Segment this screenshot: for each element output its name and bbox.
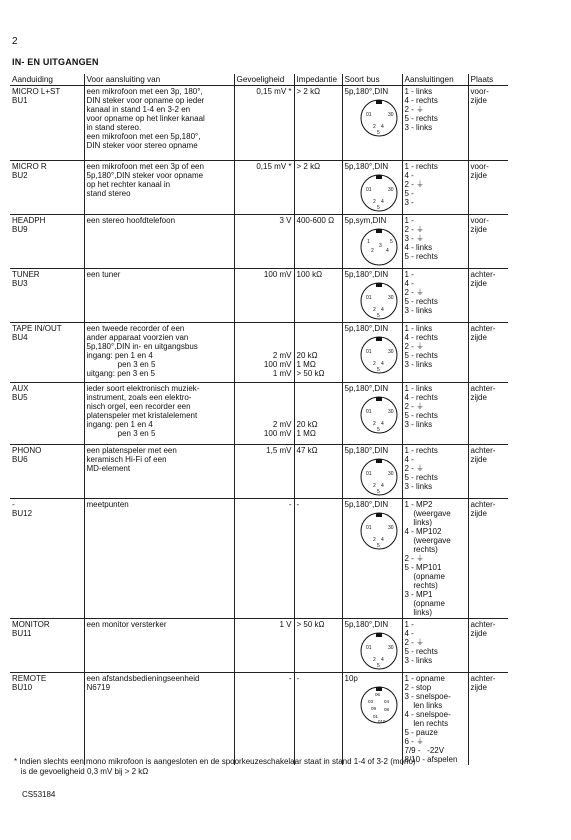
- din-pin-label: 4: [380, 124, 384, 130]
- pin-assignment: links): [404, 608, 433, 617]
- pin-assignment: 2 - ⏚: [404, 180, 425, 189]
- pin-assignment: (opname: [404, 599, 445, 608]
- pin-assignment: 1 - opname: [404, 674, 445, 683]
- pin-assignment: (weergave: [404, 536, 451, 545]
- pin-assignment: 2 - stop: [404, 683, 432, 692]
- pin-assignment: 3 - snelspoe-: [404, 692, 451, 701]
- din-pin-label: 30: [387, 295, 394, 301]
- pin-assignment: 5 - rechts: [404, 473, 438, 482]
- din-pin-label: 5: [376, 130, 380, 136]
- cell-plaats: voor- zijde: [468, 86, 508, 161]
- col-header: Gevoeligheid: [234, 74, 294, 86]
- pin-assignment: 1 - links: [404, 384, 433, 393]
- din-pin-label: 30: [387, 112, 394, 118]
- cell-gevoeligheid: 1 V: [234, 619, 294, 673]
- cell-voor: een tuner: [84, 269, 234, 323]
- cell-plaats: achter- zijde: [468, 673, 508, 766]
- din-pin-label: 2: [372, 657, 376, 663]
- din-pin-label: 010: [377, 719, 386, 724]
- bus-type-label: 5p,180°,DIN: [344, 87, 389, 96]
- cell-impedantie: -: [294, 673, 342, 766]
- cell-aanduiding: HEADPH BU9: [10, 215, 84, 269]
- din-pin-label: 2: [372, 421, 376, 427]
- pin-assignment: 2 - ⏚: [404, 638, 425, 647]
- cell-aanduiding: MICRO R BU2: [10, 161, 84, 215]
- table-row: [10, 673, 508, 766]
- cell-impedantie: 20 kΩ 1 MΩ > 50 kΩ: [294, 323, 342, 383]
- cell-impedantie: -: [294, 499, 342, 619]
- cell-aansluitingen: [402, 215, 468, 269]
- din-socket-icon: [359, 281, 399, 321]
- pin-assignment: 4 -: [404, 279, 414, 288]
- connections-table: [10, 74, 508, 765]
- pin-assignment: len links: [404, 701, 443, 710]
- cell-plaats: achter- zijde: [468, 269, 508, 323]
- cell-soort-bus: [342, 269, 402, 323]
- cell-impedantie: 100 kΩ: [294, 269, 342, 323]
- pin-assignment: 5 - rechts: [404, 647, 438, 656]
- din-pin-label: 01: [365, 409, 372, 415]
- col-header: Impedantie: [294, 74, 342, 86]
- pin-assignment: 4 - rechts: [404, 96, 438, 105]
- bus-type-label: 5p,180°,DIN: [344, 324, 389, 333]
- din-pin-label: 4: [380, 483, 384, 489]
- cell-aanduiding: MONITOR BU11: [10, 619, 84, 673]
- din-pin-label: 5: [376, 663, 380, 669]
- cell-aansluitingen: [402, 673, 468, 766]
- cell-aanduiding: PHONO BU6: [10, 445, 84, 499]
- cell-gevoeligheid: 2 mV 100 mV 1 mV: [234, 323, 294, 383]
- din-pin-label: 5: [376, 427, 380, 433]
- din-socket-icon: [359, 98, 399, 138]
- col-header: Aansluitingen: [402, 74, 468, 86]
- pin-assignment: 5 -: [404, 189, 414, 198]
- cell-aanduiding: TAPE IN/OUT BU4: [10, 323, 84, 383]
- din-pin-label: 1: [366, 239, 370, 245]
- pin-assignment: (weergave: [404, 509, 451, 518]
- din-socket-icon: [359, 631, 399, 671]
- din-socket-icon: [359, 335, 399, 375]
- pin-assignment: 3 - links: [404, 360, 433, 369]
- cell-voor: een monitor versterker: [84, 619, 234, 673]
- pin-assignment: 3 - links: [404, 656, 433, 665]
- table-row: [10, 619, 508, 673]
- footnote: * Indien slechts een mono mikrofoon is aangesloten en de spoorkeuzeschakelaar staat in stand 1-4 of 3-2 (mono) is de gevoeligheid 0,3 mV bij > 2 kΩ: [14, 757, 416, 776]
- din-pin-label: 4: [380, 361, 384, 367]
- din-socket-icon: [359, 173, 399, 213]
- cell-gevoeligheid: -: [234, 499, 294, 619]
- pin-assignment: rechts): [404, 581, 438, 590]
- pin-assignment: 8/10 - afspelen: [404, 755, 458, 764]
- cell-soort-bus: [342, 499, 402, 619]
- din-pin-label: 2: [372, 124, 376, 130]
- pin-assignment: 4 -: [404, 171, 414, 180]
- pin-assignment: 4 - rechts: [404, 333, 438, 342]
- cell-gevoeligheid: 100 mV: [234, 269, 294, 323]
- bus-type-label: 5p,180°,DIN: [344, 384, 389, 393]
- cell-voor: een mikrofoon met een 3p of een 5p,180°,DIN steker voor opname op het rechter kanaal in stand stereo: [84, 161, 234, 215]
- cell-voor: een tweede recorder of een ander apparaat voorzien van 5p,180°,DIN in- en uitgangsbus ingang: pen 1 en 4 pen 3 en 5 uitgang: pen 3 en 5: [84, 323, 234, 383]
- din-pin-label: 30: [387, 525, 394, 531]
- cell-gevoeligheid: 0,15 mV *: [234, 161, 294, 215]
- cell-soort-bus: [342, 445, 402, 499]
- din-pin-label: 5: [389, 239, 393, 245]
- din-pin-label: 5: [376, 367, 380, 373]
- pin-assignment: 1 - links: [404, 324, 433, 333]
- pin-assignment: 1 -: [404, 620, 414, 629]
- din-pin-label: 30: [387, 187, 394, 193]
- cell-plaats: achter- zijde: [468, 619, 508, 673]
- din-pin-label: 2: [372, 307, 376, 313]
- cell-soort-bus: [342, 86, 402, 161]
- table-row: [10, 323, 508, 383]
- pin-assignment: 2 - ⏚: [404, 288, 425, 297]
- din-pin-label: 01: [372, 714, 378, 719]
- cell-plaats: achter- zijde: [468, 499, 508, 619]
- table-row: [10, 499, 508, 619]
- cell-voor: een stereo hoofdtelefoon: [84, 215, 234, 269]
- bus-type-label: 5p,180°,DIN: [344, 162, 389, 171]
- pin-assignment: 2 - ⏚: [404, 402, 425, 411]
- pin-assignment: 2 - ⏚: [404, 464, 425, 473]
- cell-aanduiding: TUNER BU3: [10, 269, 84, 323]
- pin-assignment: (opname: [404, 572, 445, 581]
- din-pin-label: 5: [376, 205, 380, 211]
- pin-assignment: 4 - MP102: [404, 527, 442, 536]
- din-pin-label: 30: [387, 349, 394, 355]
- cell-plaats: voor- zijde: [468, 215, 508, 269]
- cell-impedantie: 47 kΩ: [294, 445, 342, 499]
- cell-plaats: achter- zijde: [468, 445, 508, 499]
- col-header: Voor aansluiting van: [84, 74, 234, 86]
- col-header: Aanduiding: [10, 74, 84, 86]
- cell-aanduiding: REMOTE BU10: [10, 673, 84, 766]
- cell-soort-bus: [342, 215, 402, 269]
- cell-impedantie: 400-600 Ω: [294, 215, 342, 269]
- cell-soort-bus: [342, 619, 402, 673]
- pin-assignment: 1 - rechts: [404, 446, 438, 455]
- din-pin-label: 06: [374, 692, 380, 697]
- din-pin-label: 01: [365, 471, 372, 477]
- din-pin-label: 30: [387, 471, 394, 477]
- din-pin-label: 2: [372, 483, 376, 489]
- table-header: [10, 74, 508, 86]
- pin-assignment: rechts): [404, 545, 438, 554]
- din10-socket-icon: [359, 685, 399, 725]
- cell-aansluitingen: [402, 445, 468, 499]
- din-pin-label: 01: [365, 349, 372, 355]
- pin-assignment: 5 - MP101: [404, 563, 442, 572]
- pin-assignment: 3 - MP1: [404, 590, 433, 599]
- table-row: [10, 215, 508, 269]
- din-socket-icon: [359, 395, 399, 435]
- section-heading: IN- EN UITGANGEN: [12, 57, 99, 67]
- cell-voor: een platenspeler met een keramisch Hi-Fi of een MD-element: [84, 445, 234, 499]
- pin-assignment: 7/9 - -22V: [404, 746, 445, 755]
- pin-assignment: 3 -: [404, 198, 414, 207]
- cell-impedantie: > 2 kΩ: [294, 161, 342, 215]
- bus-type-label: 5p,180°,DIN: [344, 620, 389, 629]
- cell-gevoeligheid: 0,15 mV *: [234, 86, 294, 161]
- cell-soort-bus: [342, 383, 402, 445]
- pin-assignment: 3 - links: [404, 123, 433, 132]
- din-socket-icon: [359, 227, 399, 267]
- cell-soort-bus: [342, 161, 402, 215]
- cell-impedantie: > 2 kΩ: [294, 86, 342, 161]
- pin-assignment: 1 -: [404, 216, 414, 225]
- pin-assignment: 2 - ⏚: [404, 342, 425, 351]
- din-pin-label: 4: [380, 421, 384, 427]
- din-pin-label: 4: [380, 657, 384, 663]
- col-header: Plaats: [468, 74, 508, 86]
- din-pin-label: 03: [367, 699, 373, 704]
- pin-assignment: 5 - pauze: [404, 728, 438, 737]
- din-pin-label: 01: [365, 295, 372, 301]
- cell-impedantie: > 50 kΩ: [294, 619, 342, 673]
- cell-aanduiding: AUX BU5: [10, 383, 84, 445]
- pin-assignment: 5 - rechts: [404, 252, 438, 261]
- cell-soort-bus: [342, 673, 402, 766]
- cell-soort-bus: [342, 323, 402, 383]
- cell-gevoeligheid: 3 V: [234, 215, 294, 269]
- table-row: [10, 86, 508, 161]
- cell-aansluitingen: [402, 86, 468, 161]
- bus-type-label: 5p,180°,DIN: [344, 500, 389, 509]
- pin-assignment: 6 - ⏚: [404, 737, 425, 746]
- document-code: CS53184: [22, 790, 56, 799]
- cell-plaats: achter- zijde: [468, 323, 508, 383]
- pin-assignment: 1 - rechts: [404, 162, 438, 171]
- cell-plaats: voor- zijde: [468, 161, 508, 215]
- din-pin-label: 09: [370, 706, 376, 711]
- din-pin-label: 2: [372, 537, 376, 543]
- col-header: Soort bus: [342, 74, 402, 86]
- cell-aansluitingen: [402, 161, 468, 215]
- din-pin-label: 2: [370, 248, 374, 254]
- cell-aanduiding: - BU12: [10, 499, 84, 619]
- pin-assignment: 5 - rechts: [404, 114, 438, 123]
- table-row: [10, 445, 508, 499]
- pin-assignment: 3 - links: [404, 306, 433, 315]
- pin-assignment: 2 - ⏚: [404, 554, 425, 563]
- cell-voor: een mikrofoon met een 3p, 180°, DIN steker voor opname op ieder kanaal in stand 1-4 en 3-2 en voor opname op het linker kanaal in stand stereo. een mikrofoon met een 5p,180°, DIN steker voor stereo opname: [84, 86, 234, 161]
- pin-assignment: 5 - rechts: [404, 411, 438, 420]
- din-pin-label: 4: [380, 537, 384, 543]
- pin-assignment: 3 - links: [404, 482, 433, 491]
- cell-aansluitingen: [402, 323, 468, 383]
- pin-assignment: links): [404, 518, 433, 527]
- pin-assignment: 1 - MP2: [404, 500, 433, 509]
- din-pin-label: 5: [376, 489, 380, 495]
- pin-assignment: 4 -: [404, 629, 414, 638]
- pin-assignment: 3 - links: [404, 420, 433, 429]
- pin-assignment: 4 - links: [404, 243, 433, 252]
- cell-plaats: achter- zijde: [468, 383, 508, 445]
- din-pin-label: 5: [376, 313, 380, 319]
- pin-assignment: 2 - ⏚: [404, 225, 425, 234]
- din-pin-label: 4: [385, 248, 389, 254]
- bus-type-label: 10p: [344, 674, 358, 683]
- din-pin-label: 01: [365, 187, 372, 193]
- cell-voor: een afstandsbedieningseenheid N6719: [84, 673, 234, 766]
- din-pin-label: 30: [387, 645, 394, 651]
- bus-type-label: 5p,sym,DIN: [344, 216, 387, 225]
- din-pin-label: 04: [383, 699, 389, 704]
- din-pin-label: 01: [365, 525, 372, 531]
- table-row: [10, 269, 508, 323]
- pin-assignment: 4 - rechts: [404, 393, 438, 402]
- pin-assignment: len rechts: [404, 719, 449, 728]
- din-socket-icon: [359, 457, 399, 497]
- table-row: [10, 161, 508, 215]
- cell-voor: ieder soort elektronisch muziek- instrument, zoals een elektro- nisch orgel, een recorder een platenspeler met kristalelement ingang: pen 1 en 4 pen 3 en 5: [84, 383, 234, 445]
- din-pin-label: 01: [365, 645, 372, 651]
- pin-assignment: 2 - ⏚: [404, 105, 425, 114]
- din-pin-label: 2: [372, 361, 376, 367]
- din-pin-label: 4: [380, 199, 384, 205]
- cell-gevoeligheid: -: [234, 673, 294, 766]
- cell-aansluitingen: [402, 383, 468, 445]
- din-pin-label: 4: [380, 307, 384, 313]
- pin-assignment: 1 -: [404, 270, 414, 279]
- cell-impedantie: 20 kΩ 1 MΩ: [294, 383, 342, 445]
- pin-assignment: 5 - rechts: [404, 297, 438, 306]
- cell-gevoeligheid: 2 mV 100 mV: [234, 383, 294, 445]
- cell-voor: meetpunten: [84, 499, 234, 619]
- cell-aansluitingen: [402, 269, 468, 323]
- pin-assignment: 5 - rechts: [404, 351, 438, 360]
- pin-assignment: 3 - ⏚: [404, 234, 425, 243]
- din-pin-label: 08: [383, 707, 389, 712]
- din-socket-icon: [359, 511, 399, 551]
- din-pin-label: 5: [376, 543, 380, 549]
- din-pin-label: 30: [387, 409, 394, 415]
- cell-gevoeligheid: 1,5 mV: [234, 445, 294, 499]
- bus-type-label: 5p,180°,DIN: [344, 270, 389, 279]
- pin-assignment: 4 - snelspoe-: [404, 710, 451, 719]
- pin-assignment: 4 -: [404, 455, 414, 464]
- cell-aansluitingen: [402, 619, 468, 673]
- din-pin-label: 3: [378, 243, 382, 249]
- cell-aanduiding: MICRO L+ST BU1: [10, 86, 84, 161]
- bus-type-label: 5p,180°,DIN: [344, 446, 389, 455]
- pin-assignment: 1 - links: [404, 87, 433, 96]
- page-number: 2: [12, 36, 18, 47]
- din-pin-label: 01: [365, 112, 372, 118]
- table-row: [10, 383, 508, 445]
- cell-aansluitingen: [402, 499, 468, 619]
- din-pin-label: 2: [372, 199, 376, 205]
